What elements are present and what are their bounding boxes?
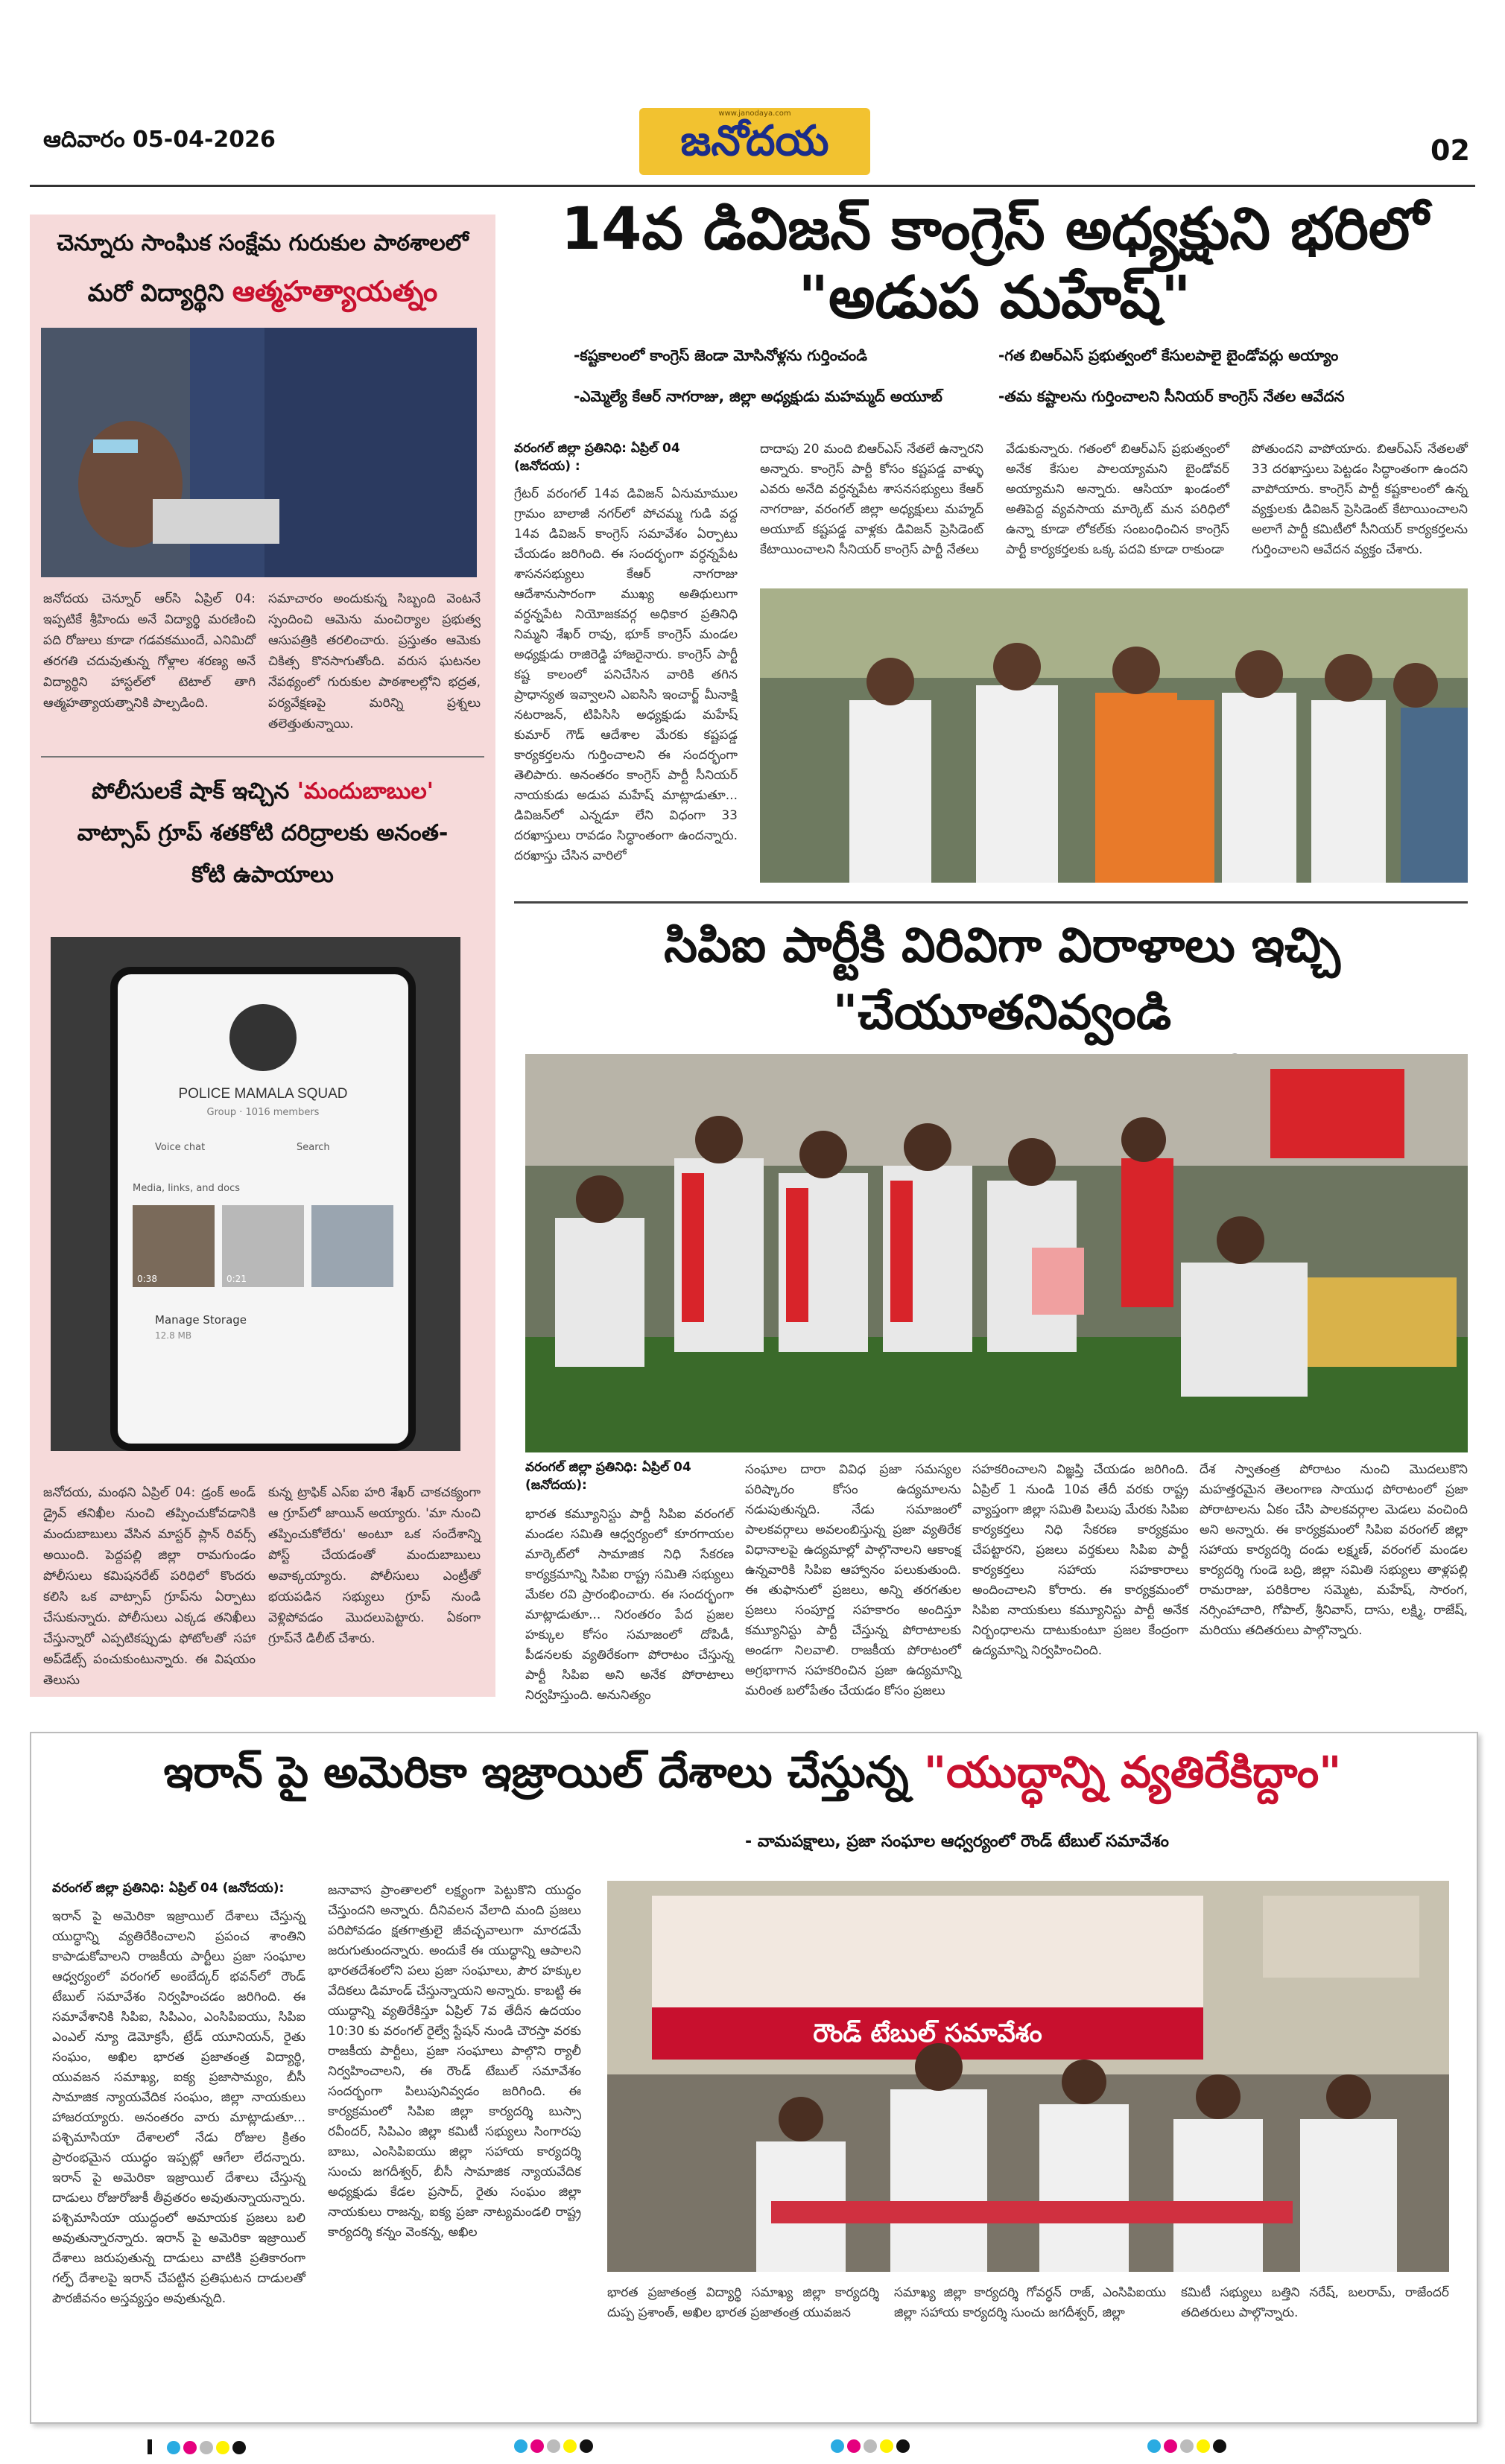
iran-col2: జనావాస ప్రాంతాలలో లక్ష్యంగా పెట్టుకొని యుద్ధం చేస్తుందని అన్నారు. దీనివలన వేలాది మంది ప్రజలు పరిపోవడం క్షతగాత్రులై జీవచ్ఛవాలుగా మారడమే జరుగుతుందన్నారు. అందుకే ఈ యుద్ధాన్ని ఆపాలని భారతదేశంలోని పలు ప్రజా సంఘాలు, పౌర హక్కుల వేదికలు డిమాండ్ చేస్తున్నాయని అన్నారు. కాబట్టి ఈ యుద్ధాన్ని వ్యతిరేకిస్తూ ఏప్రిల్ 7వ తేదీన ఉదయం 10:30 కు వరంగల్ రైల్వే స్టేషన్ నుండి చౌరస్తా వరకు రాజకీయ పార్టీలు, ప్రజా సంఘాలు పాల్గొని ర్యాలీ నిర్వహించాలని, ఈ రౌండ్ టేబుల్ సమావేశం సందర్భంగా పిలుపునివ్వడం జరిగింది. ఈ కార్యక్రమంలో సిపిఐ జిల్లా కార్యదర్శి బుస్సా రవీందర్, సిపిఎం జిల్లా కమిటీ సభ్యులు సింగారపు బాబు, ఎంసిపిఐయు జిల్లా సహాయ కార్యదర్శి సుంచు జగదీశ్వర్, బీసీ సామాజిక న్యాయవేదిక అధ్యక్షుడు కేడల ప్రసాద్, రైతు సంఘం జిల్లా నాయకులు రాజన్న, ఐక్య ప్రజా నాట్యమండలి రాష్ట్ర కార్యదర్శి కన్నం వెంకన్న, అఖిల [328, 1883, 581, 2240]
cpi-headline-line1: సిపిఐ పార్టీకి విరివిగా విరాళాలు ఇచ్చి "చేయూతనివ్వండి [664, 918, 1340, 1041]
media-thumb-1 [133, 1205, 215, 1287]
iran-dateline: వరంగల్ జిల్లా ప్రతినిధి: ఏప్రిల్ 04 (జనోదయ): [52, 1881, 285, 1896]
masthead-rule [30, 185, 1475, 187]
group-avatar [229, 1004, 297, 1071]
main-headline-line2: "అడుప మహేష్" [798, 264, 1191, 331]
left-story2-headline-highlight: 'మందుబాబుల' [297, 778, 434, 804]
left-story2-photo [51, 937, 460, 1451]
left-story2-headline-line1 [37, 771, 488, 813]
cpi-col4: దేశ స్వాతంత్ర పోరాటం నుంచి మొదలుకొని మహత్తరమైన తెలంగాణ సాయుధ పోరాటంలో ప్రజా పోరాటాలను ఏకం చేసి పాలకవర్గాల మెడలు వంచింది అని అన్నారు. ఈ కార్యక్రమంలో సిపిఐ వరంగల్ జిల్లా సహాయ కార్యదర్శి దండు లక్ష్మణ్, వరంగల్ మండల కార్యదర్శి గుండె బద్రి, జిల్లా సమితి సభ్యులు తాళ్లపల్లి రామరాజు, పరికిరాల సమ్మెట, మహేష్, సారంగ, నర్సింహాచారి, గోపాల్, శ్రీనివాస్, దాసు, లక్ష్మి, రాజేష్, మరియు తదితరులు పాల్గొన్నారు. [1200, 1462, 1468, 1638]
cpi-col2: సంఘాల దారా వివిధ ప్రజా సమస్యల పరిష్కారం కోసం ఉద్యమాలను నడుపుతున్నది. నేడు సమాజంలో పాలకవర్గాలు అవలంబిస్తున్న ప్రజా వ్యతిరేక విధానాలపై ఉద్యమాల్లో పాల్గొనాలని ఆకాంక్ష ఉన్నవారికి సిపిఐ ఆహ్వానం పలుకుతుంది. ఈ తుఫానులో ప్రజలు, అన్ని తరగతుల ప్రజలు సంపూర్ణ సహకారం అందిస్తూ కమ్యూనిస్టు పార్టీ చేస్తున్న పోరాటాలకు అండగా నిలవాలి. రాజకీయ పోరాటంలో అగ్రభాగాన సహకరించిన ప్రజా ఉద్యమాన్ని మరింత బలోపేతం చేయడం కోసం ప్రజలు [745, 1462, 961, 1698]
left-story1-photo [41, 328, 477, 577]
left-story2-headline-line3: కోటి ఉపాయాలు [191, 862, 334, 888]
group-members: Group · 1016 members [206, 1107, 320, 1118]
main-col4: పోతుందని వాపోయారు. బిఆర్ఎస్ నేతలతో 33 దరఖాస్తులు పెట్టడం సిద్ధాంతంగా ఉందని వాపోయారు. కాంగ్రెస్ పార్టీ కష్టకాలంలో ఉన్న వ్యక్తులకు డివిజన్ ప్రెసిడెంట్ కేటాయించాలని అలాగే పార్టీ కమిటీలో సీనియర్ కార్యకర్తలను గుర్తించాలని ఆవేదన వ్యక్తం చేశారు. [1252, 442, 1468, 557]
media-label: Media, links, and docs [133, 1183, 241, 1194]
paper-name: జనోదయ [680, 117, 829, 165]
cpi-col1: భారత కమ్యూనిస్టు పార్టీ సిపిఐ వరంగల్ మండల సమితి ఆధ్వర్యంలో కూరగాయల మార్కెట్‌లో సామాజిక నిధి సేకరణ కార్యక్రమాన్ని సిపిఐ రాష్ట్ర సమితి సభ్యులు మేకల రవి ప్రారంభించారు. ఈ సందర్భంగా మాట్లాడుతూ... నిరంతరం పేద ప్రజల హక్కుల కోసం సమాజంలో దోపిడీ, పీడనలకు వ్యతిరేకంగా పోరాటం చేస్తున్న పార్టీ సిపిఐ అని అనేక పోరాటాలు నిర్వహిస్తుంది. అనునిత్యం [525, 1507, 734, 1703]
iran-headline [52, 1747, 1453, 1809]
left-story1-col2: సమాచారం అందుకున్న సిబ్బంది వెంటనే స్పందించి ఆమెను మంచిర్యాల ప్రభుత్వ ఆసుపత్రికి తరలించారు. ప్రస్తుతం ఆమెకు చికిత్స కొనసాగుతోంది. వరుస ఘటనల నేపథ్యంలో గురుకుల పాఠశాలల్లోని భద్రత, పర్యవేక్షణపై మరిన్ని ప్రశ్నలు తలెత్తుతున్నాయి. [268, 591, 481, 731]
left-story1-headline-highlight: ఆత్మహత్యాయత్నం [232, 275, 438, 308]
left-story1-headline-line1: చెన్నూరు సాంఘిక సంక్షేమ గురుకుల పాఠశాలలో [57, 230, 469, 256]
media-thumb-2 [222, 1205, 304, 1287]
page-number: 02 [1430, 134, 1470, 167]
left-story1-headline-line2 [37, 275, 488, 309]
main-dateline: వరంగల్ జిల్లా ప్రతినిధి: ఏప్రిల్ 04 (జనోదయ) : [514, 441, 680, 474]
main-col1: గ్రేటర్ వరంగల్ 14వ డివిజన్ ఏనుమాముల గ్రామం బాలాజీ నగర్‌లో పోచమ్మ గుడి వద్ద 14వ డివిజన్ కాంగ్రెస్ సమావేశం ఏర్పాటు చేయడం జరిగింది. ఈ సందర్భంగా వర్ధన్నపేట శాసనసభ్యులు కేఆర్ నాగరాజు ఆదేశానుసారంగా ముఖ్య అతిథులుగా వర్ధన్నపేట నియోజకవర్గ అధికార ప్రతినిధి నిమ్మని శేఖర్ రావు, భూక్ కాంగ్రెస్ మండల అధ్యక్షుడు రాజిరెడ్డి హాజరైనారు. కాంగ్రెస్ పార్టీ కష్ట కాలంలో పనిచేసిన వారికి తగిన ప్రాధాన్యత ఇవ్వాలని ఎఐసిసి ఇంచార్జ్ మీనాక్షి నటరాజన్, టిపిసిసి అధ్యక్షుడు మహేష్ కుమార్ గౌడ్ ఆదేశాల మేరకు కష్టపడ్డ కార్యకర్తలను గుర్తించాలని ఈ సందర్భంగా తెలిపారు. అనంతరం కాంగ్రెస్ పార్టీ సీనియర్ నాయకుడు అడుప మహేష్ మాట్లాడుతూ... డివిజన్‌లో ఎన్నడూ లేని విధంగా 33 దరఖాస్తులు రావడం సిద్ధాంతంగా ఉందన్నారు. దరఖాస్తు చేసిన వారిలో [514, 486, 738, 863]
search-label: Search [297, 1142, 330, 1153]
left-divider [41, 756, 484, 758]
congress-meeting-photo [760, 588, 1468, 883]
paper-logo [639, 108, 870, 175]
voice-chat-label: Voice chat [155, 1142, 206, 1153]
main-sub4: -తమ కష్టాలను గుర్తించాలని సీనియర్ కాంగ్రెస్ నేతల ఆవేదన [998, 387, 1345, 405]
cpi-photo [525, 1054, 1468, 1452]
registration-marks-1 [148, 2439, 249, 2457]
iran-photo [607, 1881, 1449, 2272]
cpi-market-photo [525, 1054, 1468, 1452]
phone-screen [110, 967, 416, 1451]
left-story1-headline [37, 227, 488, 309]
main-sub3: -ఎమ్మెల్యే కేఆర్ నాగరాజు, జిల్లా అధ్యక్షుడు మహమ్మద్ అయూబ్ [574, 387, 942, 405]
cpi-col3: సహకరించాలని విజ్ఞప్తి చేయడం జరిగింది. ఏప్రిల్ 1 నుండి 10వ తేదీ వరకు రాష్ట్ర వ్యాప్తంగా జిల్లా సమితి పిలుపు మేరకు సిపిఐ కార్యకర్తలు నిధి సేకరణ కార్యక్రమం చేపట్టారని, ప్రజలు వర్తకులు సిపిఐ పార్టీ కార్యకర్తలు సహాయ సహకారాలు అందించాలని కోరారు. ఈ కార్యక్రమంలో సిపిఐ నాయకులు కమ్యూనిస్టు పార్టీ అనేక నిర్బంధాలను దాటుకుంటూ ప్రజల కేంద్రంగా ఉద్యమాన్ని నిర్వహించింది. [972, 1462, 1188, 1658]
left-story1-col1: జనోదయ చెన్నూర్ ఆర్‌సి ఏప్రిల్ 04: ఇప్పటికే శ్రీహిందు అనే విద్యార్థి మరణించి పది రోజులు కూడా గడవకముందే, ఎనిమిదో తరగతి చదువుతున్న గోళ్లాల శరణ్య అనే విద్యార్థిని హాస్టల్‌లో టెటాల్ తాగి ఆత్మహత్యాయత్నానికి పాల్పడింది. [43, 591, 256, 711]
main-divider [514, 901, 1468, 904]
iran-subtitle: - వామపక్షాలు, ప్రజా సంఘాల ఆధ్వర్యంలో రౌండ్ టేబుల్ సమావేశం [745, 1832, 1169, 1851]
iran-caption-col3: కమిటీ సభ్యులు బత్తిని నరేష్, బలరామ్, రాజేందర్ తదితరులు పాల్గొన్నారు. [1181, 2285, 1449, 2320]
media-thumb-3 [311, 1205, 393, 1287]
main-sub1: -కష్టకాలంలో కాంగ్రెస్ జెండా మోసినోళ్లను గుర్తించండి [574, 346, 867, 364]
registration-marks-4 [1147, 2439, 1229, 2456]
main-col2: దాదాపు 20 మంది బిఆర్ఎస్ నేతలే ఉన్నారని అన్నారు. కాంగ్రెస్ పార్టీ కోసం కష్టపడ్డ వాళ్ళు ఎవరు అనేది వర్ధన్నపేట శాసనసభ్యులు కేఆర్ నాగరాజు, వరంగల్ జిల్లా అధ్యక్షులు మహ్మద్ అయూబ్ కష్టపడ్డ వాళ్లకు డివిజన్ ప్రెసిడెంట్ కేటాయించాలని సీనియర్ కాంగ్రెస్ పార్టీ నేతలు [760, 442, 983, 557]
left-story2-headline-prefix: పోలీసులకే షాక్ ఇచ్చిన [92, 778, 297, 804]
registration-marks-3 [831, 2439, 913, 2456]
iran-headline-highlight: "యుద్ధాన్ని వ్యతిరేకిద్దాం" [923, 1747, 1342, 1797]
manage-storage-size: 12.8 MB [155, 1330, 192, 1341]
main-headline-line1: 14వ డివిజన్ కాంగ్రెస్ అధ్యక్షుని భరిలో [560, 196, 1429, 263]
media-thumb-1-time: 0:38 [137, 1274, 157, 1284]
iran-caption-col2: సమాఖ్య జిల్లా కార్యదర్శి గోవర్ధన్ రాజ్, ఎంసిపిఐయు జిల్లా సహాయ కార్యదర్శి సుంచు జగదీశ్వర్, జిల్లా [894, 2285, 1166, 2320]
hospital-bed-illustration [41, 328, 477, 577]
left-story2-col2: కున్న ట్రాఫిక్ ఎస్ఐ హరి శేఖర్ చాకచక్యంగా ఆ గ్రూప్‌లో జాయిన్ అయ్యారు. 'మా నుంచి తప్పించుకోలేరు' అంటూ ఒక సందేశాన్ని పోస్ట్ చేయడంతో మందుబాబులు అవాక్కయ్యారు. పోలీసులు ఎంట్రీతో భయపడిన సభ్యులు గ్రూప్ నుండి వెళ్లిపోవడం మొదలుపెట్టారు. ఏకంగా గ్రూప్‌నే డిలీట్ చేశారు. [268, 1485, 481, 1646]
manage-storage-label: Manage Storage [155, 1313, 247, 1327]
left-story1-headline-prefix: మరో విద్యార్థిని [87, 279, 224, 307]
left-story2-headline [37, 771, 488, 896]
main-sub2: -గత బిఆర్ఎస్ ప్రభుత్వంలో కేసులపాలై బైండోవర్లు అయ్యాం [998, 346, 1339, 364]
left-story2-col1: జనోదయ, మంథని ఏప్రిల్ 04: డ్రంక్ అండ్ డ్రైవ్ తనిఖీల నుంచి తప్పించుకోవడానికి మందుబాబులు వేసిన మాస్టర్ ప్లాన్ రివర్స్ అయింది. పెద్దపల్లి జిల్లా రామగుండం పోలీసులు కమిషనరేట్ పరిధిలో కొందరు కలిసి ఒక వాట్సాప్ గ్రూప్‌ను ఏర్పాటు చేసుకున్నారు. పోలీసులు ఎక్కడ తనిఖీలు చేస్తున్నారో ఎప్పటికప్పుడు ఫోటోలతో సహా అప్‌డేట్స్ పంచుకుంటున్నారు. ఈ విషయం తెలుసు [43, 1485, 256, 1688]
main-headline [514, 195, 1475, 332]
registration-marks-2 [514, 2439, 596, 2456]
iran-caption-col1: భారత ప్రజాతంత్ర విద్యార్థి సమాఖ్య జిల్లా కార్యదర్శి దుప్ప ప్రశాంత్, అఖిల భారత ప్రజాతంత్ర యువజన [607, 2285, 879, 2320]
round-table-photo [607, 1881, 1449, 2272]
issue-date: ఆదివారం 05-04-2026 [43, 127, 276, 153]
paper-tagline: www.janodaya.com [718, 109, 791, 118]
iran-headline-prefix: ఇరాన్ పై అమెరికా ఇజ్రాయిల్ దేశాలు చేస్తున్న [163, 1747, 924, 1797]
group-name: POLICE MAMALA SQUAD [178, 1086, 348, 1102]
media-thumb-2-time: 0:21 [226, 1274, 247, 1284]
iran-col1: ఇరాన్ పై అమెరికా ఇజ్రాయిల్ దేశాలు చేస్తున్న యుద్ధాన్ని వ్యతిరేకించాలని ప్రపంచ శాంతిని కాపాడుకోవాలని రాజకీయ పార్టీలు ప్రజా సంఘాల ఆధ్వర్యంలో వరంగల్ అంబేద్కర్ భవన్‌లో రౌండ్ టేబుల్ సమావేశం నిర్వహించడం జరిగింది. ఈ సమావేశానికి సిపిఐ, సిపిఎం, ఎంసిపిఐయు, సిపిఐ ఎంఎల్ న్యూ డెమోక్రసీ, ట్రేడ్ యూనియన్, రైతు సంఘం, అఖిల భారత ప్రజాతంత్ర విద్యార్థి, యువజన సమాఖ్య, ఐక్య ప్రజాసామ్యం, బీసీ సామాజిక న్యాయవేదిక సంఘం, జిల్లా నాయకులు హాజరయ్యారు. అనంతరం వారు మాట్లాడుతూ... పశ్చిమాసియా దేశాలలో నేడు రోజుల క్రితం ప్రారంభమైన యుద్ధం ఇప్పట్లో ఆగేలా లేదన్నారు. ఇరాన్ పై అమెరికా ఇజ్రాయిల్ దేశాలు చేస్తున్న దాడులు రోజురోజుకీ తీవ్రతరం అవుతున్నాయన్నారు. పశ్చిమాసియా యుద్ధంలో అమాయక ప్రజలు బలి అవుతున్నారన్నారు. ఇరాన్ పై అమెరికా ఇజ్రాయిల్ దేశాలు జరుపుతున్న దాడులు వాటికి ప్రతికారంగా గల్ఫ్ దేశాలపై ఇరాన్ చేపట్టిన ప్రతిఘటన దాడులతో పౌరజీవనం అస్తవ్యస్తం అవుతున్నది. [52, 1909, 305, 2306]
cpi-dateline: వరంగల్ జిల్లా ప్రతినిధి: ఏప్రిల్ 04 (జనోదయ): [525, 1460, 691, 1493]
main-col3: వేడుకున్నారు. గతంలో బిఆర్ఎస్ ప్రభుత్వంలో అనేక కేసుల పాలయ్యామని బైండోవర్ అయ్యామని అన్నారు. ఆసియా ఖండంలో అతిపెద్ద వ్యవసాయ మార్కెట్ మన పరిధిలో ఉన్నా కూడా లోకల్‌కు సంబంధించిన కాంగ్రెస్ పార్టీ కార్యకర్తలకు ఒక్క పదవి కూడా రాకుండా [1006, 442, 1229, 557]
round-table-banner: రౌండ్ టేబుల్ సమావేశం [813, 2019, 1042, 2048]
main-photo [760, 588, 1468, 883]
left-story2-headline-line2: వాట్సాప్ గ్రూప్ శతకోటి దరిద్రాలకు అనంత- [77, 820, 449, 846]
